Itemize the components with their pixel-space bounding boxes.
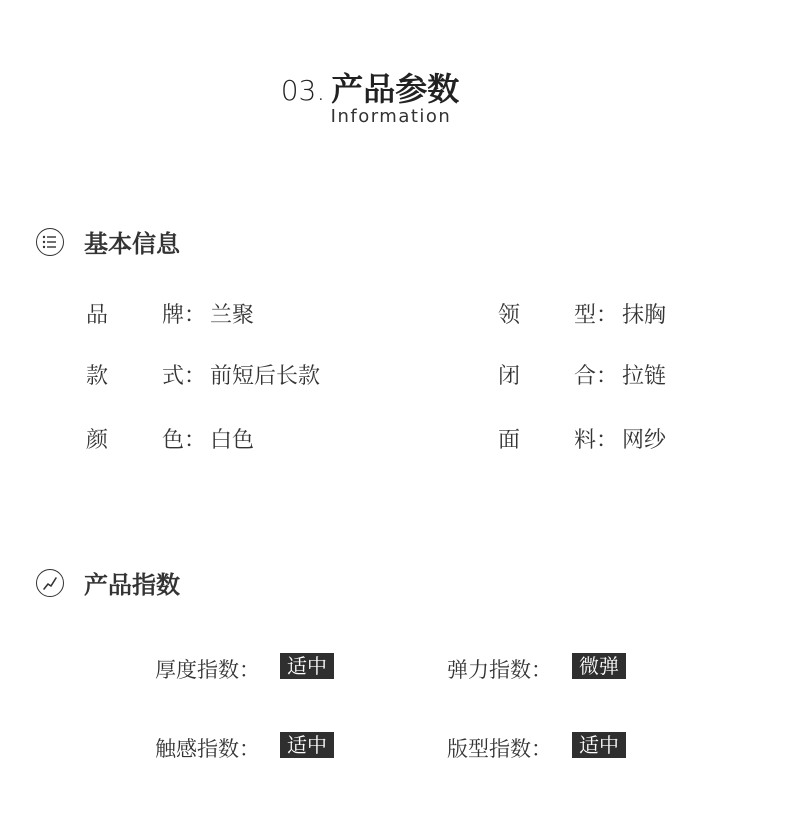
- index-label: 厚度指数：: [155, 658, 260, 682]
- info-key: 型：: [574, 303, 619, 328]
- info-value: 网纱: [622, 428, 667, 453]
- index-value-badge: 适中: [280, 732, 334, 758]
- info-value: 抹胸: [622, 303, 667, 328]
- index-label: 版型指数：: [447, 737, 552, 761]
- info-value: 拉链: [622, 364, 667, 389]
- info-key: 闭: [498, 364, 521, 389]
- info-key: 领: [498, 303, 521, 328]
- info-key: 品: [86, 303, 109, 328]
- index-value-badge: 适中: [572, 732, 626, 758]
- basic-info-heading: [36, 224, 180, 259]
- info-key: 款: [86, 364, 109, 389]
- basic-info-title: 基本信息: [84, 230, 180, 258]
- info-value: 兰聚: [210, 303, 255, 328]
- page-subtitle: Information: [330, 106, 452, 127]
- info-key: 色：: [162, 428, 207, 453]
- info-key: 合：: [574, 364, 619, 389]
- info-key: 料：: [574, 428, 619, 453]
- list-icon: [36, 228, 64, 256]
- section-number: 03.: [280, 74, 326, 107]
- info-key: 式：: [162, 364, 207, 389]
- info-key: 颜: [86, 428, 109, 453]
- page-title: 产品参数: [331, 70, 460, 108]
- info-value: 白色: [210, 428, 255, 453]
- page-header: [0, 64, 740, 127]
- index-value-badge: 适中: [280, 653, 334, 679]
- index-label: 触感指数：: [155, 737, 260, 761]
- product-index-title: 产品指数: [84, 571, 180, 599]
- trend-icon: [36, 569, 64, 597]
- info-key: 牌：: [162, 303, 207, 328]
- index-value-badge: 微弹: [572, 653, 626, 679]
- info-key: 面: [498, 428, 521, 453]
- info-value: 前短后长款: [210, 364, 321, 389]
- product-index-heading: [36, 565, 180, 600]
- index-label: 弹力指数：: [447, 658, 552, 682]
